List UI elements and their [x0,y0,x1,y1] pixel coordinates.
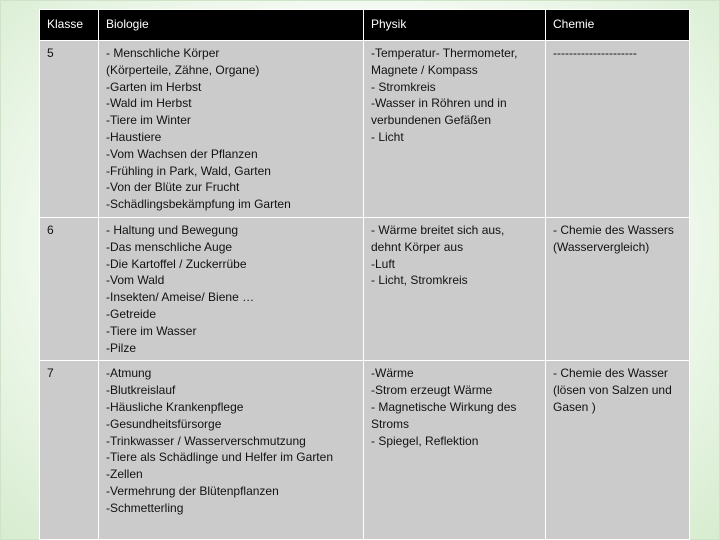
cell-biologie: -Atmung -Blutkreislauf -Häusliche Krankenpflege -Gesundheitsfürsorge -Trinkwasser / Wasserverschmutzung -Tiere als Schädlinge und Helfer im Garten -Zellen -Vermehrung der Blütenpflanzen -Schmetterling [99,361,364,540]
header-chemie: Chemie [546,10,690,41]
header-klasse: Klasse [40,10,99,41]
cell-chemie: --------------------- [546,41,690,218]
header-row [40,10,690,41]
header-physik: Physik [364,10,546,41]
cell-klasse: 6 [40,217,99,360]
cell-chemie: - Chemie des Wassers (Wasservergleich) [546,217,690,360]
table-row [40,41,690,218]
cell-biologie: - Haltung und Bewegung -Das menschliche Auge -Die Kartoffel / Zuckerrübe -Vom Wald -Insekten/ Ameise/ Biene … -Getreide -Tiere im Wasser -Pilze [99,217,364,360]
cell-physik: -Temperatur- Thermometer, Magnete / Kompass - Stromkreis -Wasser in Röhren und in verbundenen Gefäßen - Licht [364,41,546,218]
cell-klasse: 7 [40,361,99,540]
table-row [40,361,690,540]
cell-physik: -Wärme -Strom erzeugt Wärme - Magnetische Wirkung des Stroms - Spiegel, Reflektion [364,361,546,540]
cell-chemie: - Chemie des Wasser (lösen von Salzen und Gasen ) [546,361,690,540]
cell-klasse: 5 [40,41,99,218]
curriculum-table [39,9,690,540]
cell-biologie: - Menschliche Körper (Körperteile, Zähne, Organe) -Garten im Herbst -Wald im Herbst -Tiere im Winter -Haustiere -Vom Wachsen der Pflanzen -Frühling in Park, Wald, Garten -Von der Blüte zur Frucht -Schädlingsbekämpfung im Garten [99,41,364,218]
cell-physik: - Wärme breitet sich aus, dehnt Körper aus -Luft - Licht, Stromkreis [364,217,546,360]
header-biologie: Biologie [99,10,364,41]
table-row [40,217,690,360]
